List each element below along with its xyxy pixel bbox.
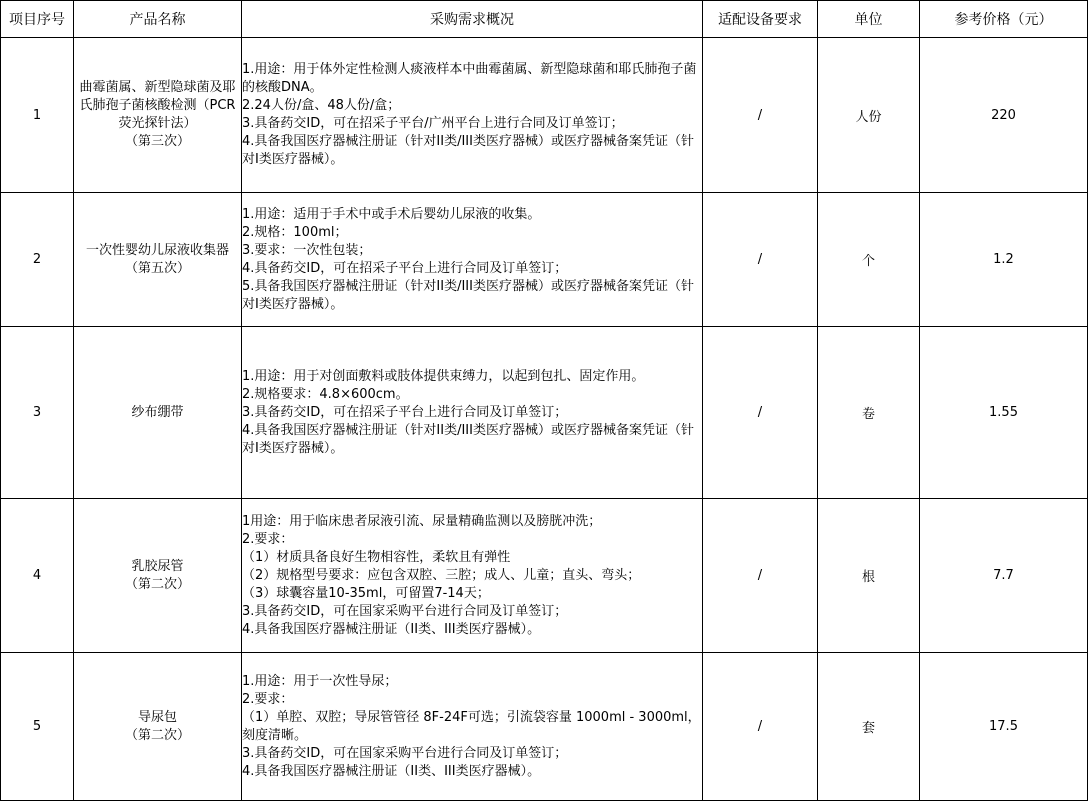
requirement-line: 4.具备我国医疗器械注册证（针对II类/III类医疗器械）或医疗器械备案凭证（针对I类医疗器械）。 (242, 422, 694, 456)
requirement-line: 2.规格：100ml； (242, 224, 348, 240)
requirement-line: 4.具备我国医疗器械注册证（针对II类/III类医疗器械）或医疗器械备案凭证（针对I类医疗器械）。 (242, 134, 694, 167)
product-name-line: 导尿包 (137, 709, 177, 725)
product-name-line: （第二次） (124, 727, 190, 743)
device-requirement: / (703, 653, 818, 801)
product-name (74, 499, 242, 653)
requirement-line: （3）球囊容量10-35ml，可留置7-14天； (242, 585, 490, 601)
requirement-line: （1）单腔、双腔；导尿管管径 8F-24F可选；引流袋容量 1000ml - 3000ml，刻度清晰。 (242, 709, 701, 743)
header-row (1, 1, 1088, 38)
reference-price: 220 (920, 38, 1088, 193)
reference-price: 1.55 (920, 327, 1088, 499)
item-no: 2 (1, 193, 74, 327)
product-name-line: 纱布绷带 (131, 404, 184, 420)
requirement-line: 1.用途：适用于手术中或手术后婴幼儿尿液的收集。 (242, 206, 541, 222)
device-requirement: / (703, 499, 818, 653)
requirements (242, 193, 703, 327)
table-row (1, 193, 1088, 327)
item-no: 5 (1, 653, 74, 801)
header-reference-price: 参考价格（元） (920, 1, 1088, 38)
requirement-line: 2.要求： (242, 531, 294, 547)
reference-price: 7.7 (920, 499, 1088, 653)
device-requirement: / (703, 38, 818, 193)
requirements (242, 653, 703, 801)
requirement-line: （1）材质具备良好生物相容性，柔软且有弹性 (242, 549, 511, 565)
header-item-no: 项目序号 (1, 1, 74, 38)
unit: 卷 (818, 327, 920, 499)
requirements (242, 499, 703, 653)
product-name (74, 38, 242, 193)
requirement-line: 3.具备药交ID，可在国家采购平台进行合同及订单签订； (242, 745, 568, 761)
unit: 人份 (818, 38, 920, 193)
requirement-line: 1.用途：用于对创面敷料或肢体提供束缚力，以起到包扎、固定作用。 (242, 368, 645, 384)
table-row (1, 38, 1088, 193)
requirement-line: 2.24人份/盒、48人份/盒； (242, 98, 401, 113)
reference-price: 17.5 (920, 653, 1088, 801)
header-product-name: 产品名称 (74, 1, 242, 38)
table-row (1, 499, 1088, 653)
product-name-line: 曲霉菌属、新型隐球菌及耶氏肺孢子菌核酸检测（PCR荧光探针法） (79, 80, 236, 131)
header-unit: 单位 (818, 1, 920, 38)
product-name-line: 乳胶尿管 (131, 558, 184, 574)
requirement-line: 2.要求： (242, 691, 294, 707)
requirement-line: 5.具备我国医疗器械注册证（针对II类/III类医疗器械）或医疗器械备案凭证（针对I类医疗器械）。 (242, 278, 694, 312)
unit: 根 (818, 499, 920, 653)
item-no: 3 (1, 327, 74, 499)
requirement-line: 3.具备药交ID，可在招采子平台上进行合同及订单签订； (242, 404, 568, 420)
unit: 个 (818, 193, 920, 327)
table-row (1, 653, 1088, 801)
product-name (74, 327, 242, 499)
requirement-line: 1.用途：用于体外定性检测人痰液样本中曲霉菌属、新型隐球菌和耶氏肺孢子菌的核酸DNA。 (242, 62, 697, 95)
product-name (74, 193, 242, 327)
requirement-line: 4.具备我国医疗器械注册证（II类、III类医疗器械）。 (242, 621, 541, 637)
requirement-line: （2）规格型号要求：应包含双腔、三腔；成人、儿童；直头、弯头； (242, 567, 641, 583)
requirement-line: 4.具备我国医疗器械注册证（II类、III类医疗器械）。 (242, 763, 541, 779)
requirement-line: 1.用途：用于一次性导尿； (242, 673, 398, 689)
table-row (1, 327, 1088, 499)
device-requirement: / (703, 193, 818, 327)
item-no: 1 (1, 38, 74, 193)
header-requirements: 采购需求概况 (242, 1, 703, 38)
product-name (74, 653, 242, 801)
item-no: 4 (1, 499, 74, 653)
requirement-line: 3.具备药交ID，可在国家采购平台进行合同及订单签订； (242, 603, 568, 619)
unit: 套 (818, 653, 920, 801)
product-name-line: （第三次） (124, 134, 190, 149)
requirement-line: 3.具备药交ID，可在招采子平台/广州平台上进行合同及订单签订； (242, 116, 624, 131)
reference-price: 1.2 (920, 193, 1088, 327)
requirements (242, 327, 703, 499)
product-name-line: （第二次） (124, 576, 190, 592)
requirements (242, 38, 703, 193)
product-name-line: 一次性婴幼儿尿液收集器（第五次） (85, 242, 229, 276)
requirement-line: 4.具备药交ID，可在招采子平台上进行合同及订单签订； (242, 260, 568, 276)
requirement-line: 2.规格要求：4.8×600cm。 (242, 386, 409, 402)
header-device-requirement: 适配设备要求 (703, 1, 818, 38)
device-requirement: / (703, 327, 818, 499)
requirement-line: 3.要求：一次性包装； (242, 242, 372, 258)
requirement-line: 1用途：用于临床患者尿液引流、尿量精确监测以及膀胱冲洗； (242, 513, 602, 529)
